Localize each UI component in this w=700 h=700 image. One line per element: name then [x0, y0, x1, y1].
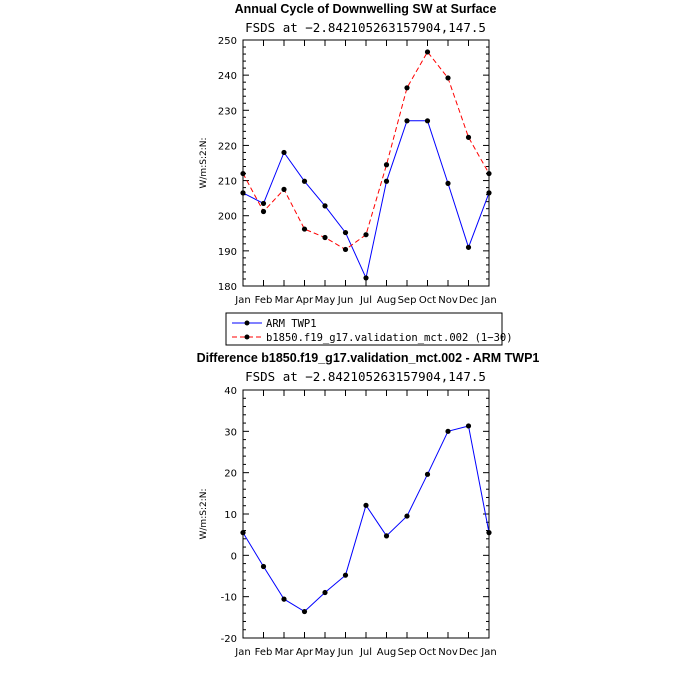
chart1-subtitle: FSDS at −2.842105263157904,147.5 — [245, 20, 486, 35]
chart2-ytick-label: 40 — [224, 386, 237, 397]
chart1-xtick-label: Sep — [397, 295, 417, 306]
chart2-xtick-label: Aug — [376, 647, 397, 658]
chart1-series-0-point — [384, 179, 389, 184]
chart2-xtick-label: Mar — [274, 647, 294, 658]
chart1-legend — [226, 313, 513, 345]
chart1-xtick-label: Nov — [438, 295, 458, 306]
chart2-series-0-point — [486, 530, 491, 535]
chart2-xtick-label: Jan — [481, 647, 497, 658]
chart1-series-1-point — [322, 235, 327, 240]
chart1-xtick-label: Jul — [359, 295, 373, 306]
chart1-series-1-point — [302, 226, 307, 231]
chart2-series-0-point — [404, 513, 409, 518]
chart2-xtick-label: Dec — [458, 647, 479, 658]
chart1-xtick-label: Aug — [376, 295, 397, 306]
chart1-xtick-label: Dec — [458, 295, 479, 306]
chart1-xtick-label: Jan — [481, 295, 497, 306]
chart2-series-line-0 — [243, 426, 489, 612]
chart1-xtick-label: Jan — [235, 295, 251, 306]
chart2-xtick-label: Jun — [337, 647, 354, 658]
annual-cycle-chart — [199, 2, 497, 306]
chart1-series-line-1 — [243, 52, 489, 250]
chart1-series-1-point — [486, 171, 491, 176]
chart2-series-0-point — [261, 564, 266, 569]
chart2-series-0-point — [445, 429, 450, 434]
chart1-series-0-point — [343, 230, 348, 235]
chart1-series-1-point — [404, 85, 409, 90]
chart1-xtick-label: Feb — [254, 295, 273, 306]
chart2-xtick-label: Sep — [397, 647, 417, 658]
chart2-ytick-label: -10 — [220, 592, 237, 604]
chart1-ytick-label: 190 — [217, 246, 237, 258]
chart1-series-1-point — [466, 135, 471, 140]
legend-marker-model — [245, 335, 250, 340]
chart1-series-0-point — [425, 118, 430, 123]
chart2-xtick-label: Oct — [418, 647, 437, 658]
chart1-ytick-label: 200 — [217, 211, 237, 223]
chart2-y-axis-label: W/m:S:2:N: — [199, 488, 209, 540]
chart2-ytick-label: 0 — [230, 551, 237, 563]
chart2-xtick-label: May — [314, 647, 336, 658]
chart2-ytick-label: 20 — [224, 468, 237, 480]
chart2-series-0-point — [425, 472, 430, 477]
chart2-title: Difference b1850.f19_g17.validation_mct.002 - ARM TWP1 — [196, 351, 540, 365]
chart1-ytick-label: 240 — [217, 71, 237, 83]
chart2-subtitle: FSDS at −2.842105263157904,147.5 — [245, 369, 486, 384]
chart1-ytick-label: 220 — [217, 141, 237, 153]
chart2-xtick-label: Jul — [359, 647, 373, 658]
chart2-xtick-label: Nov — [438, 647, 458, 658]
chart1-xtick-label: Jun — [337, 295, 354, 306]
chart2-series-0-point — [281, 597, 286, 602]
difference-chart — [197, 351, 540, 658]
chart2-ytick-label: 10 — [224, 510, 237, 521]
chart1-series-line-0 — [243, 121, 489, 278]
chart1-xtick-label: May — [314, 295, 336, 306]
chart1-series-1-point — [384, 162, 389, 167]
chart1-series-0-point — [302, 179, 307, 184]
chart2-series-0-point — [363, 503, 368, 508]
chart1-series-0-point — [322, 203, 327, 208]
chart1-series-0-point — [281, 150, 286, 155]
chart2-ytick-label: -20 — [220, 634, 237, 645]
chart1-title: Annual Cycle of Downwelling SW at Surface — [234, 2, 497, 16]
chart2-xtick-label: Apr — [295, 647, 314, 658]
chart2-series-0-point — [240, 530, 245, 535]
chart1-series-1-point — [240, 171, 245, 176]
chart2-series-0-point — [302, 609, 307, 614]
legend-label-model: b1850.f19_g17.validation_mct.002 (1−30) — [266, 332, 513, 344]
chart1-series-1-point — [261, 209, 266, 214]
chart2-xtick-label: Feb — [254, 647, 273, 658]
chart1-series-1-point — [425, 49, 430, 54]
chart1-ytick-label: 250 — [217, 36, 237, 47]
chart2-series-0-point — [343, 573, 348, 578]
chart1-series-0-point — [466, 245, 471, 250]
chart1-y-axis-label: W/m:S:2:N: — [199, 137, 209, 189]
chart2-plot-frame — [243, 390, 489, 638]
chart1-series-1-point — [445, 75, 450, 80]
chart1-series-1-point — [363, 232, 368, 237]
chart1-series-0-point — [486, 190, 491, 195]
chart1-ytick-label: 230 — [217, 106, 237, 118]
chart2-series-0-point — [384, 533, 389, 538]
chart2-ytick-label: 30 — [224, 427, 237, 439]
chart1-series-0-point — [404, 118, 409, 123]
chart1-xtick-label: Apr — [295, 295, 314, 306]
legend-marker-arm — [245, 321, 250, 326]
chart1-series-1-point — [281, 187, 286, 192]
chart1-ytick-label: 180 — [217, 282, 237, 293]
chart1-xtick-label: Mar — [274, 295, 294, 306]
chart2-series-0-point — [322, 590, 327, 595]
chart1-series-0-point — [363, 275, 368, 280]
chart1-series-0-point — [261, 201, 266, 206]
chart2-series-0-point — [466, 423, 471, 428]
chart1-series-0-point — [240, 190, 245, 195]
chart1-series-0-point — [445, 181, 450, 186]
chart1-xtick-label: Oct — [418, 295, 437, 306]
chart2-xtick-label: Jan — [235, 647, 251, 658]
legend-label-arm: ARM TWP1 — [266, 318, 317, 330]
chart1-series-1-point — [343, 247, 348, 252]
chart1-ytick-label: 210 — [217, 176, 237, 188]
